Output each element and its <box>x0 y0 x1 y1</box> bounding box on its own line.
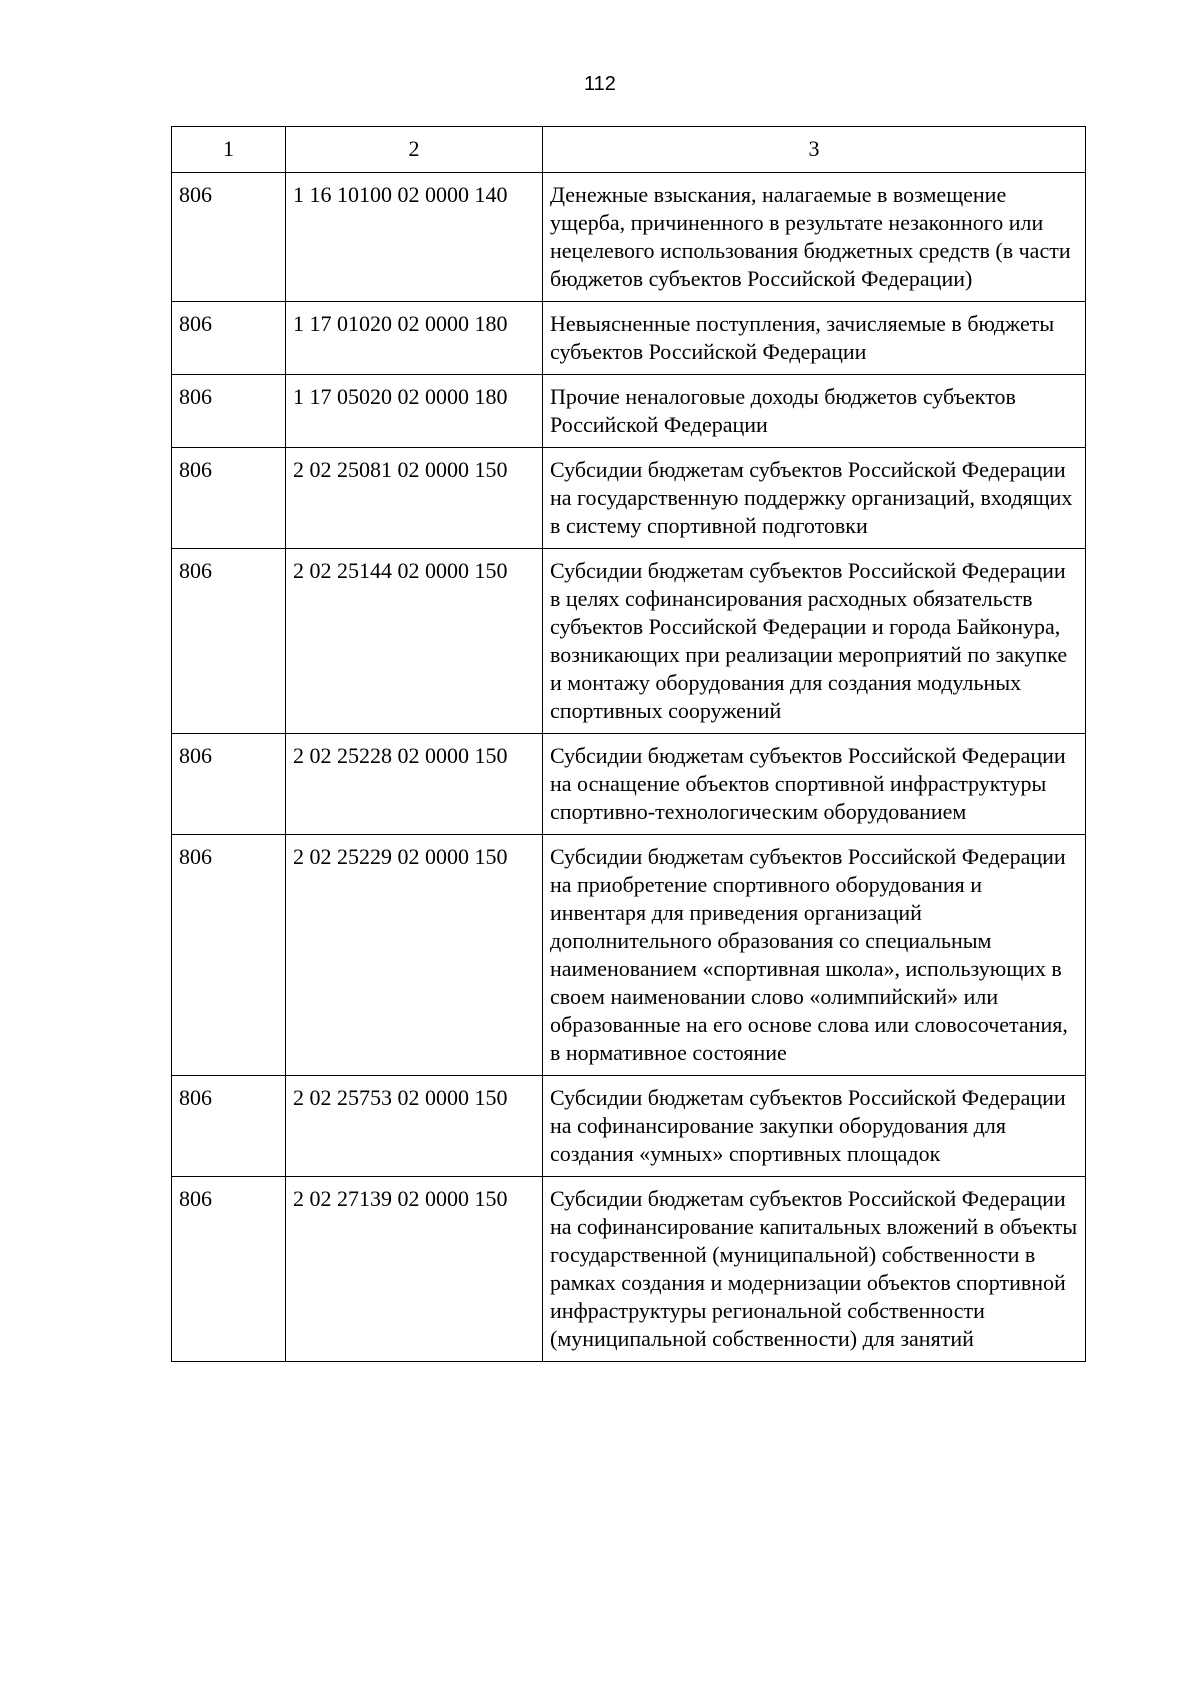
income-code-cell: 1 17 05020 02 0000 180 <box>286 375 543 448</box>
income-code-cell: 1 16 10100 02 0000 140 <box>286 173 543 302</box>
table-row <box>172 173 1086 302</box>
admin-code-cell: 806 <box>172 835 286 1076</box>
income-code-cell: 2 02 25081 02 0000 150 <box>286 448 543 549</box>
income-name-cell: Субсидии бюджетам субъектов Российской Федерации на софинансирование закупки оборудования для создания «умных» спортивных площадок <box>543 1076 1086 1177</box>
table-row <box>172 448 1086 549</box>
income-name-cell: Субсидии бюджетам субъектов Российской Федерации на оснащение объектов спортивной инфраструктуры спортивно-технологическим оборудованием <box>543 734 1086 835</box>
budget-codes-table <box>171 126 1086 1362</box>
table-row <box>172 1076 1086 1177</box>
admin-code-cell: 806 <box>172 302 286 375</box>
page-number: 112 <box>584 73 616 95</box>
table-header-row <box>172 127 1086 173</box>
income-code-cell: 2 02 25753 02 0000 150 <box>286 1076 543 1177</box>
table-row <box>172 734 1086 835</box>
income-code-cell: 2 02 25228 02 0000 150 <box>286 734 543 835</box>
table-row <box>172 375 1086 448</box>
header-col-1: 1 <box>172 127 286 173</box>
admin-code-cell: 806 <box>172 734 286 835</box>
income-name-cell: Субсидии бюджетам субъектов Российской Федерации на государственную поддержку организаций, входящих в систему спортивной подготовки <box>543 448 1086 549</box>
income-name-cell: Субсидии бюджетам субъектов Российской Федерации на софинансирование капитальных вложений в объекты государственной (муниципальной) собственности в рамках создания и модернизации объектов спортивной инфраструктуры региональной собственности (муниципальной собственности) для занятий <box>543 1177 1086 1362</box>
income-code-cell: 1 17 01020 02 0000 180 <box>286 302 543 375</box>
admin-code-cell: 806 <box>172 375 286 448</box>
admin-code-cell: 806 <box>172 549 286 734</box>
table-row <box>172 835 1086 1076</box>
admin-code-cell: 806 <box>172 173 286 302</box>
income-name-cell: Невыясненные поступления, зачисляемые в бюджеты субъектов Российской Федерации <box>543 302 1086 375</box>
income-name-cell: Денежные взыскания, налагаемые в возмещение ущерба, причиненного в результате незаконного или нецелевого использования бюджетных средств (в части бюджетов субъектов Российской Федерации) <box>543 173 1086 302</box>
income-code-cell: 2 02 25144 02 0000 150 <box>286 549 543 734</box>
header-col-3: 3 <box>543 127 1086 173</box>
table-row <box>172 302 1086 375</box>
income-name-cell: Субсидии бюджетам субъектов Российской Федерации в целях софинансирования расходных обязательств субъектов Российской Федерации и города Байконура, возникающих при реализации мероприятий по закупке и монтажу оборудования для создания модульных спортивных сооружений <box>543 549 1086 734</box>
admin-code-cell: 806 <box>172 1177 286 1362</box>
table-row <box>172 1177 1086 1362</box>
table-row <box>172 549 1086 734</box>
admin-code-cell: 806 <box>172 448 286 549</box>
header-col-2: 2 <box>286 127 543 173</box>
income-name-cell: Прочие неналоговые доходы бюджетов субъектов Российской Федерации <box>543 375 1086 448</box>
admin-code-cell: 806 <box>172 1076 286 1177</box>
income-code-cell: 2 02 27139 02 0000 150 <box>286 1177 543 1362</box>
income-name-cell: Субсидии бюджетам субъектов Российской Федерации на приобретение спортивного оборудования и инвентаря для приведения организаций дополнительного образования со специальным наименованием «спортивная школа», использующих в своем наименовании слово «олимпийский» или образованные на его основе слова или словосочетания, в нормативное состояние <box>543 835 1086 1076</box>
income-code-cell: 2 02 25229 02 0000 150 <box>286 835 543 1076</box>
